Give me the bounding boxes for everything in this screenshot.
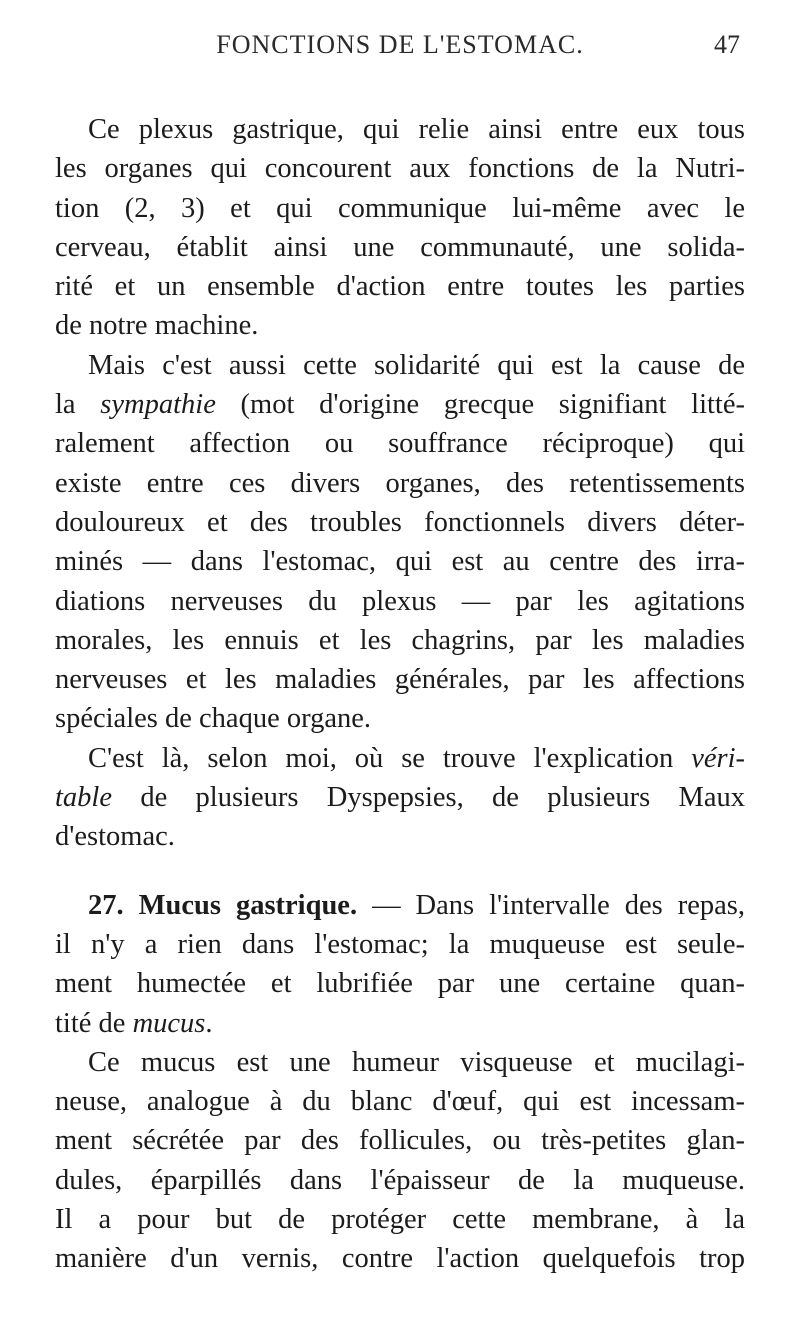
text-line <box>55 306 745 345</box>
text-run: — Dans l'intervalle des repas, <box>357 889 745 921</box>
text-run: la <box>55 389 101 421</box>
text-line <box>55 582 745 621</box>
text-run: nerveuses et les maladies générales, par les affections <box>55 664 745 696</box>
paragraph-sympathie <box>55 346 745 739</box>
text-run: les organes qui concourent aux fonctions de la Nutri- <box>55 153 745 185</box>
text-line <box>55 964 745 1003</box>
text-line <box>55 189 745 228</box>
text-line <box>55 1161 745 1200</box>
running-title: FONCTIONS DE L'ESTOMAC. <box>216 30 584 59</box>
running-head <box>60 30 740 70</box>
text-line <box>55 542 745 581</box>
text-run: spéciales de chaque organe. <box>55 703 371 735</box>
text-line <box>55 778 745 817</box>
text-run: Il a pour but de protéger cette membrane, à la <box>55 1204 745 1236</box>
text-run: rité et un ensemble d'action entre toutes les parties <box>55 271 745 303</box>
text-run: neuse, analogue à du blanc d'œuf, qui est incessam- <box>55 1086 745 1118</box>
text-run: Ce mucus est une humeur visqueuse et mucilagi- <box>88 1046 745 1078</box>
text-line <box>55 503 745 542</box>
paragraph-mucus-description <box>55 1043 745 1279</box>
text-run: Mais c'est aussi cette solidarité qui est la cause de <box>88 349 745 381</box>
text-line <box>55 1043 745 1082</box>
text-run: Ce plexus gastrique, qui relie ainsi entre eux tous <box>88 114 745 145</box>
text-run: existe entre ces divers organes, des retentissements <box>55 467 745 499</box>
text-line <box>55 1004 745 1043</box>
text-line <box>55 228 745 267</box>
text-line <box>55 925 745 964</box>
text-run: . <box>205 1007 213 1039</box>
text-run: de plusieurs Dyspepsies, de plusieurs Maux <box>112 782 745 814</box>
text-run: ment sécrétée par des follicules, ou très-petites glan- <box>55 1125 745 1157</box>
text-run: manière d'un vernis, contre l'action quelquefois trop <box>55 1243 745 1275</box>
section-gap <box>55 857 745 886</box>
section-heading: 27. Mucus gastrique. <box>88 889 358 921</box>
text-line <box>55 699 745 738</box>
italic-term: véri- <box>691 742 745 774</box>
text-line <box>55 660 745 699</box>
text-run: tité de <box>55 1007 133 1039</box>
text-run: il n'y a rien dans l'estomac; la muqueuse est seule- <box>55 928 745 960</box>
text-run: cerveau, établit ainsi une communauté, une solida- <box>55 231 745 263</box>
text-line <box>55 149 745 188</box>
text-line <box>55 346 745 385</box>
text-run: ralement affection ou souffrance réciproque) qui <box>55 428 745 460</box>
text-line <box>55 739 745 778</box>
italic-term: mucus <box>132 1007 206 1039</box>
text-line <box>55 886 745 925</box>
text-line <box>55 424 745 463</box>
section-27-mucus-gastrique <box>55 886 745 1043</box>
text-run: minés — dans l'estomac, qui est au centre des irra- <box>55 546 745 578</box>
italic-term: sympathie <box>100 389 216 421</box>
text-run: (mot d'origine grecque signifiant litté- <box>215 389 745 421</box>
text-line <box>55 1082 745 1121</box>
text-line <box>55 267 745 306</box>
text-line <box>55 385 745 424</box>
page-number: 47 <box>714 30 740 59</box>
text-line <box>55 1200 745 1239</box>
text-line <box>55 1239 745 1278</box>
text-run: dules, éparpillés dans l'épaisseur de la muqueuse. <box>55 1164 745 1196</box>
paragraph-plexus <box>55 110 745 346</box>
text-line <box>55 817 745 856</box>
text-run: morales, les ennuis et les chagrins, par les maladies <box>55 624 745 656</box>
text-run: ment humectée et lubrifiée par une certaine quan- <box>55 968 745 1000</box>
text-run: diations nerveuses du plexus — par les agitations <box>55 585 745 617</box>
text-run: douloureux et des troubles fonctionnels divers déter- <box>55 506 745 538</box>
paragraph-explication <box>55 739 745 857</box>
text-line <box>55 1121 745 1160</box>
italic-term: table <box>55 782 112 814</box>
text-run: tion (2, 3) et qui communique lui-même avec le <box>55 192 745 224</box>
text-run: C'est là, selon moi, où se trouve l'explication <box>88 742 692 774</box>
page-body <box>55 110 745 1279</box>
text-line <box>55 464 745 503</box>
text-line <box>55 110 745 149</box>
text-line <box>55 621 745 660</box>
text-run: d'estomac. <box>55 821 175 853</box>
text-run: de notre machine. <box>55 310 259 342</box>
